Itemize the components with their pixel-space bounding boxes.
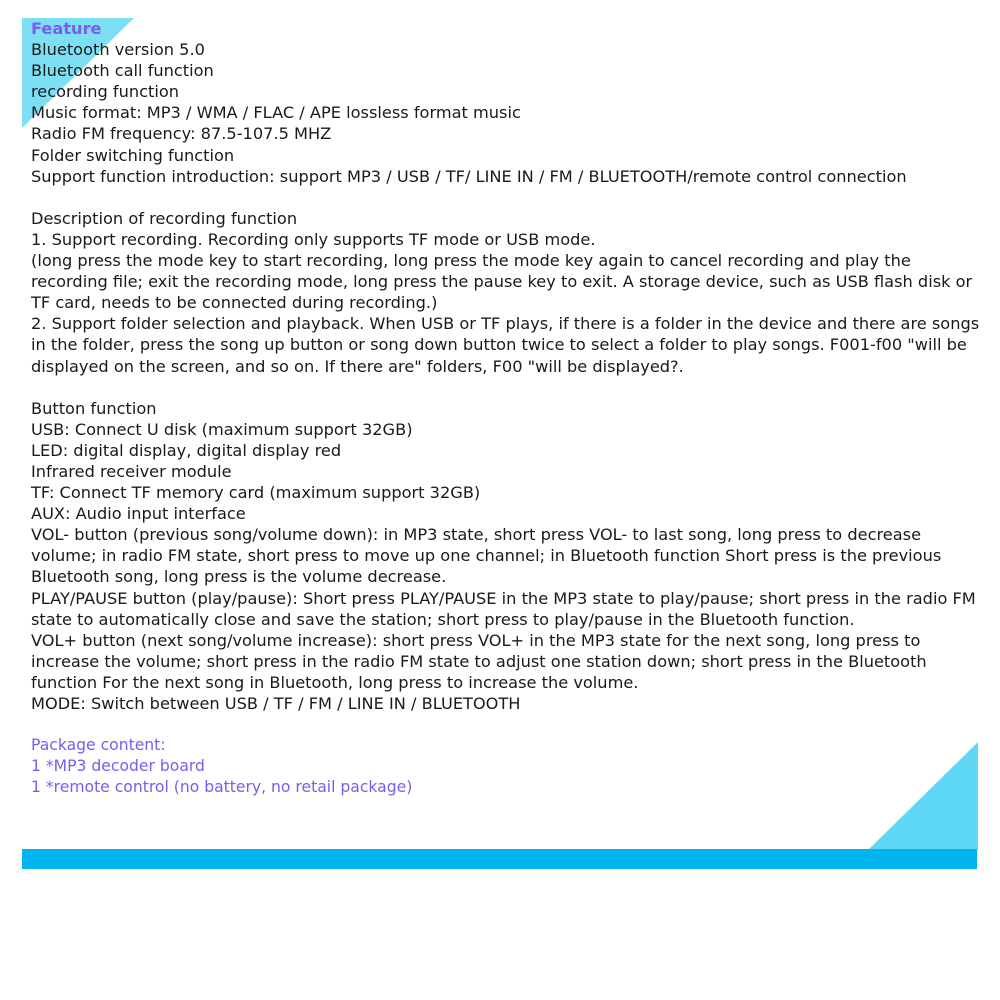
feature-line: Folder switching function — [31, 145, 235, 165]
button-function-item: VOL+ button (next song/volume increase): short press VOL+ in the MP3 state for the next song, long press to increase the volume; short press in the radio FM state to adjust one station down; short press in the Bluetooth function For the next song in Bluetooth, long press to increase the volume. — [31, 630, 927, 692]
package-heading: Package content: — [31, 736, 166, 755]
button-function-item: VOL- button (previous song/volume down): in MP3 state, short press VOL- to last song, long press to decrease volume; in radio FM state, short press to move up one channel; in Bluetooth function Short press is the previous Bluetooth song, long press is the volume decrease. — [31, 525, 942, 587]
package-item: 1 *MP3 decoder board — [31, 757, 205, 776]
feature-line: Music format: MP3 / WMA / FLAC / APE lossless format music — [31, 103, 521, 123]
feature-line: Bluetooth call function — [31, 61, 214, 81]
feature-line: Bluetooth version 5.0 — [31, 40, 205, 60]
button-function-item: LED: digital display, digital display red — [31, 440, 342, 460]
feature-line: Support function introduction: support MP3 / USB / TF/ LINE IN / FM / BLUETOOTH/remote control connection — [31, 166, 907, 186]
product-description — [31, 18, 981, 798]
recording-item: 1. Support recording. Recording only supports TF mode or USB mode. — [31, 229, 596, 249]
button-function-item: MODE: Switch between USB / TF / FM / LINE IN / BLUETOOTH — [31, 694, 521, 713]
spacer — [31, 187, 981, 208]
package-item: 1 *remote control (no battery, no retail package) — [31, 778, 413, 797]
feature-line: recording function — [31, 82, 180, 102]
recording-note: (long press the mode key to start recording, long press the mode key again to cancel recording and play the recording file; exit the recording mode, long press the pause key to exit. A storage device, such as USB flash disk or TF card, needs to be connected during recording.) — [31, 251, 973, 313]
button-function-item: TF: Connect TF memory card (maximum support 32GB) — [31, 483, 481, 503]
feature-heading: Feature — [31, 19, 102, 38]
button-function-item: AUX: Audio input interface — [31, 504, 246, 524]
button-function-item: USB: Connect U disk (maximum support 32GB) — [31, 419, 413, 439]
decorative-bottom-bar — [22, 849, 977, 869]
button-function-heading: Button function — [31, 398, 157, 418]
recording-heading: Description of recording function — [31, 208, 298, 228]
recording-item: 2. Support folder selection and playback. When USB or TF plays, if there is a folder in the device and there are songs in the folder, press the song up button or song down button twice to select a folder to play songs. F001-f00 "will be displayed on the screen, and so on. If there are" folders, F00 "will be displayed?. — [31, 314, 980, 376]
button-function-item: PLAY/PAUSE button (play/pause): Short press PLAY/PAUSE in the MP3 state to play/pause; short press in the radio FM state to automatically close and save the station; short press to play/pause in the Bluetooth function. — [31, 588, 976, 629]
feature-line: Radio FM frequency: 87.5-107.5 MHZ — [31, 124, 332, 144]
spacer — [31, 714, 981, 735]
button-function-item: Infrared receiver module — [31, 461, 232, 481]
spacer — [31, 377, 981, 398]
